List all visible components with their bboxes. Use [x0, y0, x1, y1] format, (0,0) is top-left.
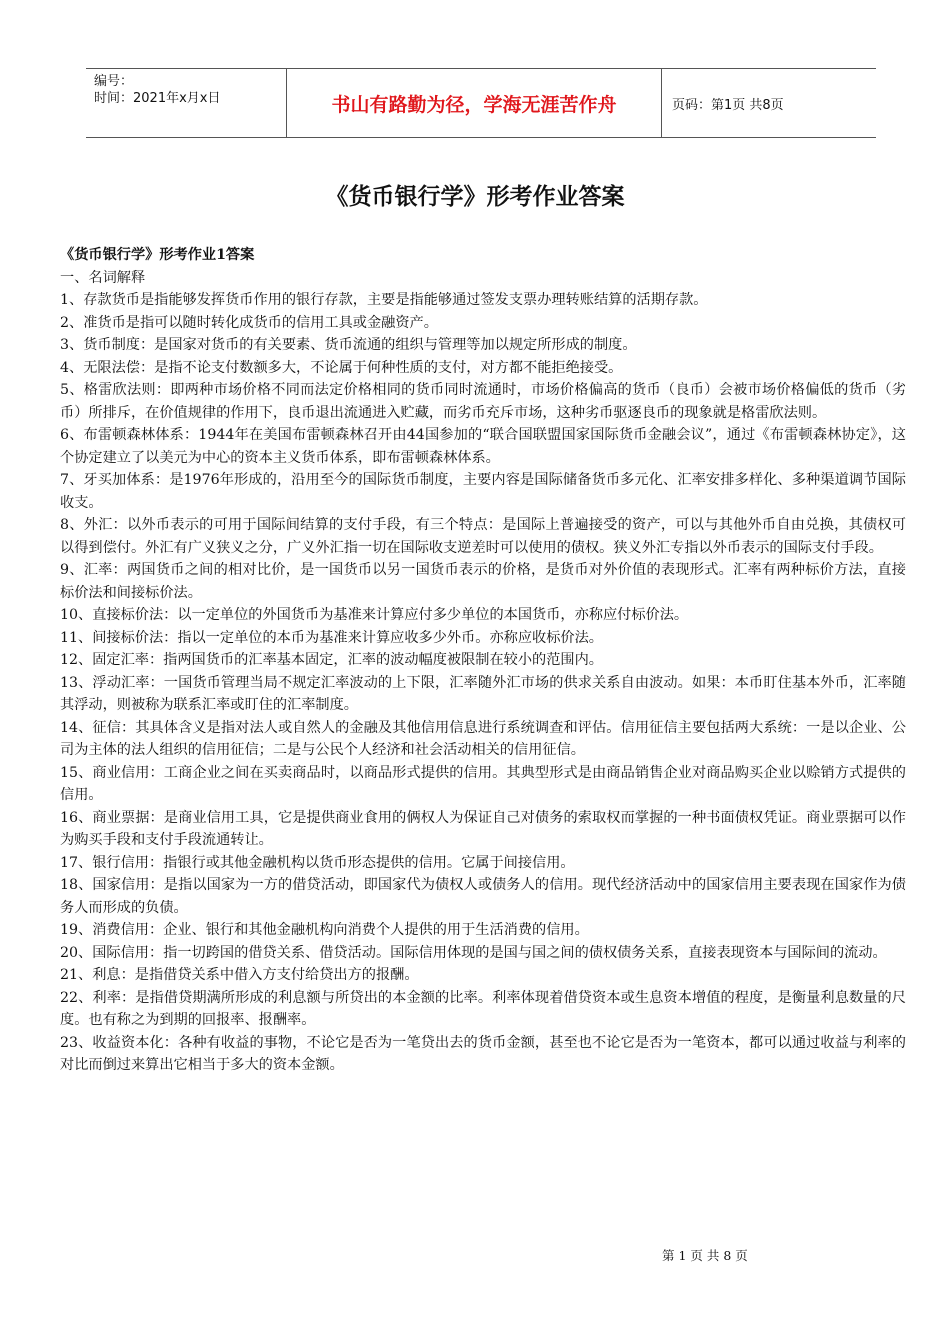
- definition-paragraph: 17、银行信用：指银行或其他金融机构以货币形态提供的信用。它属于间接信用。: [60, 854, 575, 871]
- number-label: 编号：: [94, 74, 134, 89]
- definition-paragraph: 21、利息：是指借贷关系中借入方支付给贷出方的报酬。: [60, 967, 419, 983]
- definition-paragraph: 11、间接标价法：指以一定单位的本币为基准来计算应收多少外币。亦称应收标价法。: [60, 629, 603, 646]
- page-footer: 第 1 页 共 8 页: [662, 1248, 748, 1263]
- definition-paragraph: 19、消费信用：企业、银行和其他金融机构向消费个人提供的用于生活消费的信用。: [60, 922, 589, 938]
- definition-paragraph: 23、收益资本化：各种有收益的事物，不论它是否为一笔贷出去的货币金额，甚至也不论它是否为一笔资本，都可以通过收益与利率的对比而倒过来算出它相当于多大的资本金额。: [60, 1034, 906, 1073]
- definition-paragraph: 8、外汇：以外币表示的可用于国际间结算的支付手段，有三个特点：是国际上普遍接受的资产，可以与其他外币自由兑换，其债权可以得到偿付。外汇有广义狭义之分，广义外汇指一切在国际收支逆差时可以使用的债权。狭义外汇专指以外币表示的国际支付手段。: [60, 517, 906, 556]
- time-label: 时间：2021年x月x日: [94, 91, 221, 106]
- definition-paragraph: 9、汇率：两国货币之间的相对比价，是一国货币以另一国货币表示的价格，是货币对外价值的表现形式。汇率有两种标价方法，直接标价法和间接标价法。: [60, 562, 906, 601]
- definition-paragraph: 13、浮动汇率：一国货币管理当局不规定汇率波动的上下限，汇率随外汇市场的供求关系自由波动。如果：本币盯住基本外币，汇率随其浮动，则被称为联系汇率或盯住的汇率制度。: [60, 674, 906, 713]
- definition-paragraph: 7、牙买加体系：是1976年形成的，沿用至今的国际货币制度，主要内容是国际储备货币多元化、汇率安排多样化、多种渠道调节国际收支。: [60, 472, 906, 511]
- assignment-subtitle: 《货币银行学》形考作业1答案: [60, 247, 255, 263]
- paragraph-list: [60, 289, 906, 1077]
- document-body: [60, 244, 906, 1077]
- definition-paragraph: 12、固定汇率：指两国货币的汇率基本固定，汇率的波动幅度被限制在较小的范围内。: [60, 652, 603, 668]
- definition-paragraph: 22、利率：是指借贷期满所形成的利息额与所贷出的本金额的比率。利率体现着借贷资本或生息资本增值的程度，是衡量利息数量的尺度。也有称之为到期的回报率、报酬率。: [60, 989, 906, 1028]
- header-page-info: 页码：第1页 共8页: [672, 97, 784, 113]
- definition-paragraph: 1、存款货币是指能够发挥货币作用的银行存款，主要是指能够通过签发支票办理转账结算的活期存款。: [60, 292, 708, 308]
- definition-paragraph: 14、征信：其具体含义是指对法人或自然人的金融及其他信用信息进行系统调查和评估。信用征信主要包括两大系统：一是以企业、公司为主体的法人组织的信用征信；二是与公民个人经济和社会活动相关的信用征信。: [60, 719, 906, 758]
- definition-paragraph: 20、国际信用：指一切跨国的借贷关系、借贷活动。国际信用体现的是国与国之间的债权债务关系，直接表现资本与国际间的流动。: [60, 944, 887, 961]
- definition-paragraph: 18、国家信用：是指以国家为一方的借贷活动，即国家代为债权人或债务人的信用。现代经济活动中的国家信用主要表现在国家作为债务人而形成的负债。: [60, 877, 906, 916]
- definition-paragraph: 2、准货币是指可以随时转化成货币的信用工具或金融资产。: [60, 314, 438, 331]
- definition-paragraph: 5、格雷欣法则：即两种市场价格不同而法定价格相同的货币同时流通时，市场价格偏高的货币（良币）会被市场价格偏低的货币（劣币）所排斥，在价值规律的作用下，良币退出流通进入贮藏，而劣币充斥市场，这种劣币驱逐良币的现象就是格雷欣法则。: [60, 382, 906, 421]
- definition-paragraph: 3、货币制度：是国家对货币的有关要素、货币流通的组织与管理等加以规定所形成的制度。: [60, 337, 637, 353]
- header-meta: [86, 69, 286, 137]
- definition-paragraph: 16、商业票据：是商业信用工具，它是提供商业食用的俩权人为保证自己对债务的索取权而掌握的一种书面债权凭证。商业票据可以作为购买手段和支付手段流通转让。: [60, 809, 906, 848]
- definition-paragraph: 4、无限法偿：是指不论支付数额多大，不论属于何种性质的支付，对方都不能拒绝接受。: [60, 359, 623, 376]
- definition-paragraph: 15、商业信用：工商企业之间在买卖商品时，以商品形式提供的信用。其典型形式是由商品销售企业对商品购买企业以赊销方式提供的信用。: [60, 764, 906, 803]
- definition-paragraph: 6、布雷顿森林体系：1944年在美国布雷顿森林召开由44国参加的“联合国联盟国家国际货币金融会议”，通过《布雷顿森林协定》，这个协定建立了以美元为中心的资本主义货币体系，即布雷顿森林体系。: [60, 427, 906, 466]
- document-title: 《货币银行学》形考作业答案: [325, 184, 625, 210]
- header-motto: 书山有路勤为径，学海无涯苦作舟: [286, 69, 662, 137]
- definition-paragraph: 10、直接标价法：以一定单位的外国货币为基准来计算应付多少单位的本国货币，亦称应付标价法。: [60, 607, 689, 623]
- page-header: [86, 68, 876, 138]
- section-heading: 一、名词解释: [60, 269, 146, 286]
